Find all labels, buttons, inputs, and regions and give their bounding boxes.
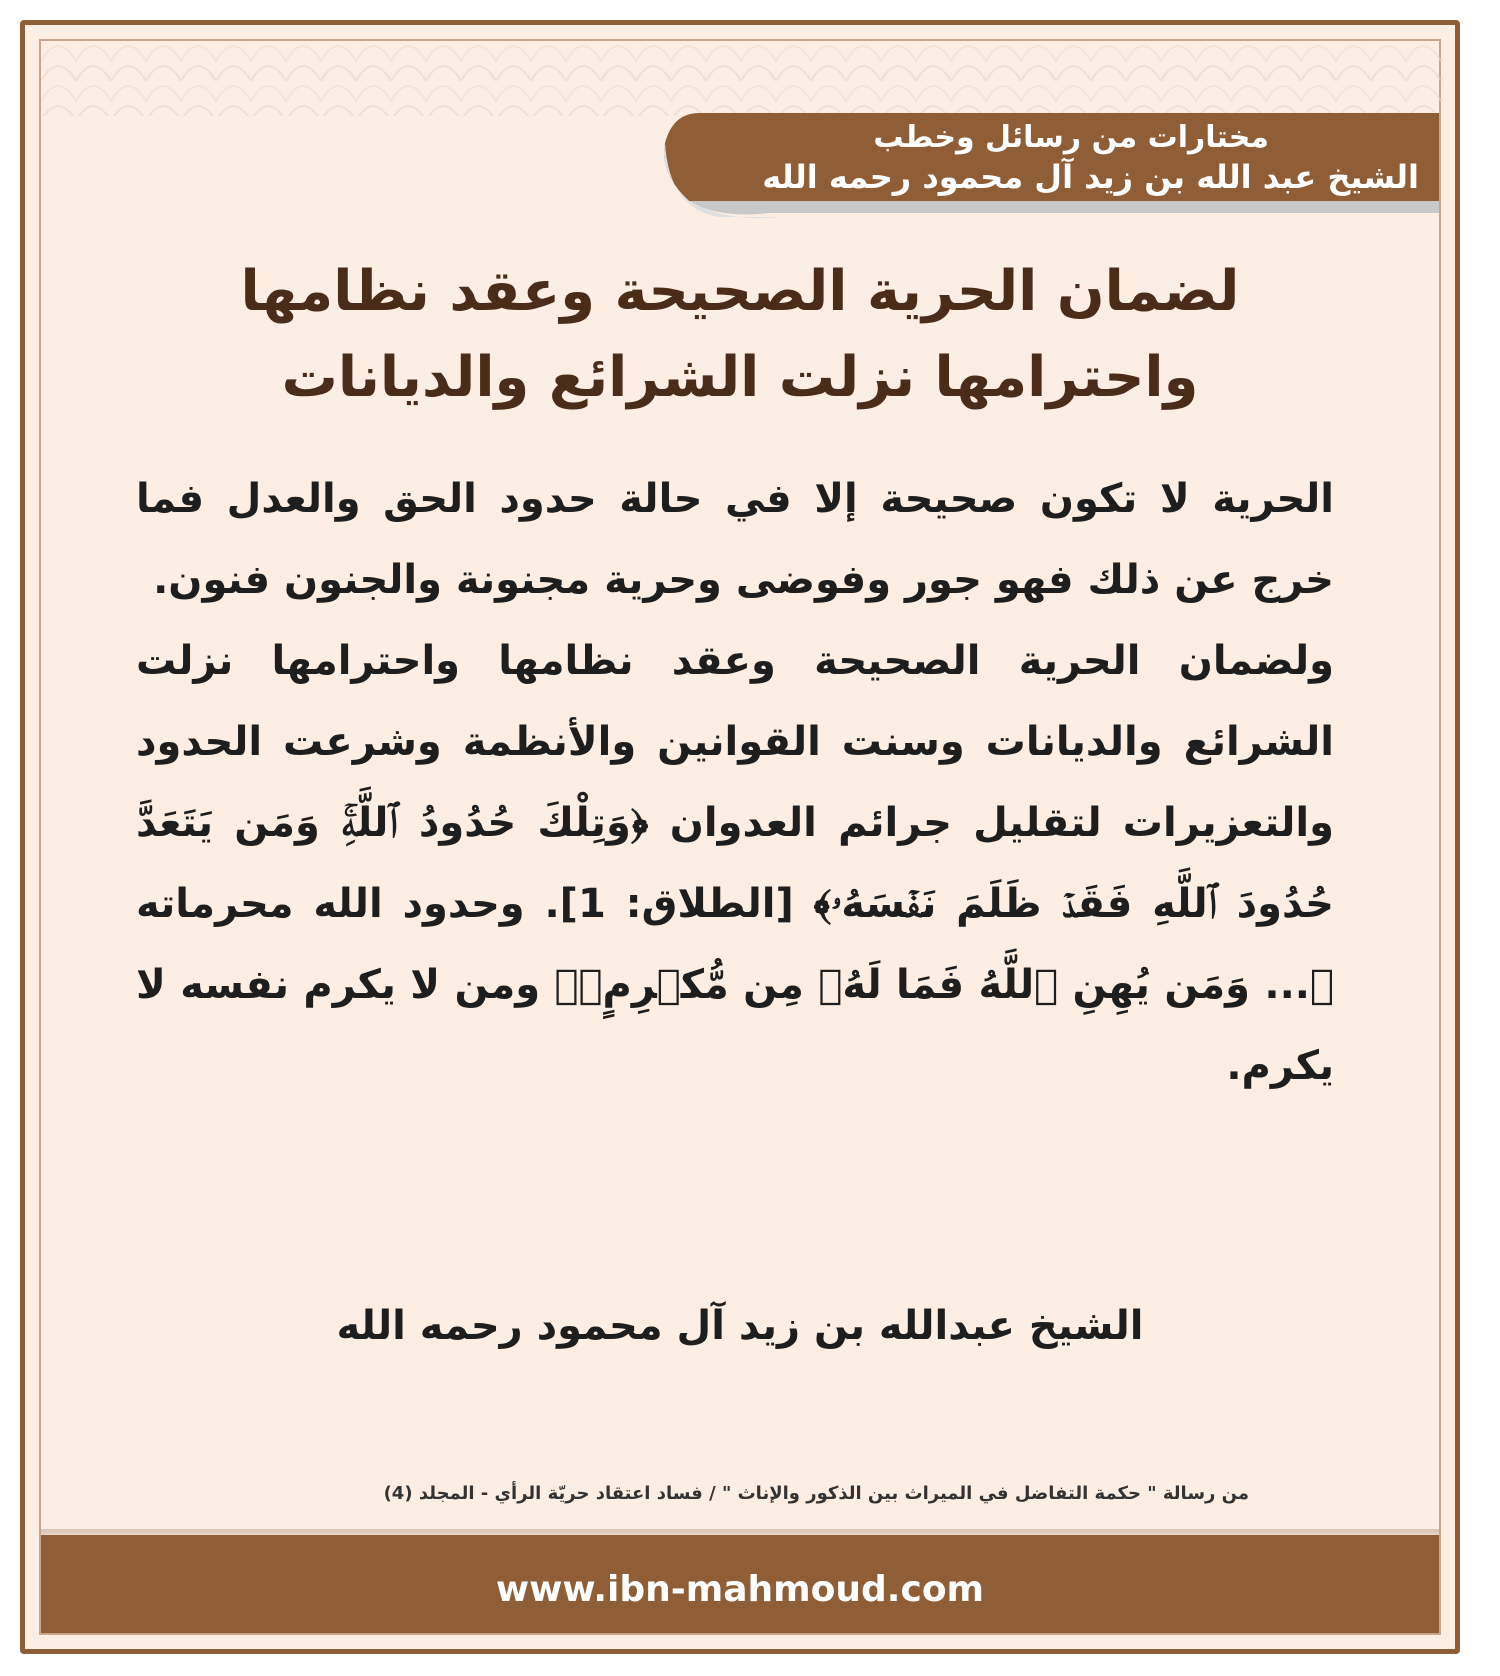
paragraph-2-intro: ولضمان الحرية الصحيحة وعقد نظامها واحترامها نزلت الشرائع والديانات وسنت القوانين والأنظمة وشرعت الحدود والتعزيرات لتقليل جرائم العدوان <box>136 638 1334 846</box>
website-link[interactable]: www.ibn-mahmoud.com <box>495 1569 985 1610</box>
signature: الشيخ عبدالله بن زيد آل محمود رحمه الله <box>336 1303 1144 1349</box>
card-frame <box>20 20 1460 1654</box>
inner-border <box>39 39 1441 1635</box>
header-subtitle: مختارات من رسائل وخطب <box>873 120 1269 155</box>
footer-bar <box>41 1535 1439 1633</box>
body-text <box>136 459 1334 1107</box>
header-ribbon <box>659 113 1439 225</box>
title-line-1: لضمان الحرية الصحيحة وعقد نظامها <box>240 259 1240 324</box>
page-title <box>101 249 1379 421</box>
paragraph-2 <box>136 621 1334 1107</box>
paragraph-1: الحرية لا تكون صحيحة إلا في حالة حدود الحق والعدل فما خرج عن ذلك فهو جور وفوضى وحرية مجنونة والجنون فنون. <box>136 476 1334 603</box>
paragraph-2-middle: وحدود الله محرماته <box>136 881 525 927</box>
decorative-pattern <box>41 41 1443 116</box>
quran-verse-1: ﴿وَتِلْكَ حُدُودُ ٱللَّهِۚ وَمَن يَتَعَدَّ حُدُودَ ٱللَّهِ فَقَدۡ ظَلَمَ نَفۡسَهُۥ﴾ <box>136 800 1334 927</box>
paragraph-2-closing: ومن لا يكرم نفسه لا يكرم. <box>136 962 1334 1089</box>
header-text <box>762 119 1419 197</box>
quran-verse-2: ﴿... وَمَن يُهِنِ ٱللَّهُ فَمَا لَهُۥ مِن مُّكۡرِمٍۚ﴾ <box>554 962 1334 1008</box>
header-author: الشيخ عبد الله بن زيد آل محمود رحمه الله <box>762 157 1419 196</box>
title-line-2: واحترامها نزلت الشرائع والديانات <box>281 345 1199 410</box>
source-citation: من رسالة " حكمة التفاضل في الميراث بين الذكور والإناث " / فساد اعتقاد حريّة الرأي - المجلد (4) <box>383 1483 1249 1504</box>
quran-reference: [الطلاق: 1]. <box>544 881 794 927</box>
